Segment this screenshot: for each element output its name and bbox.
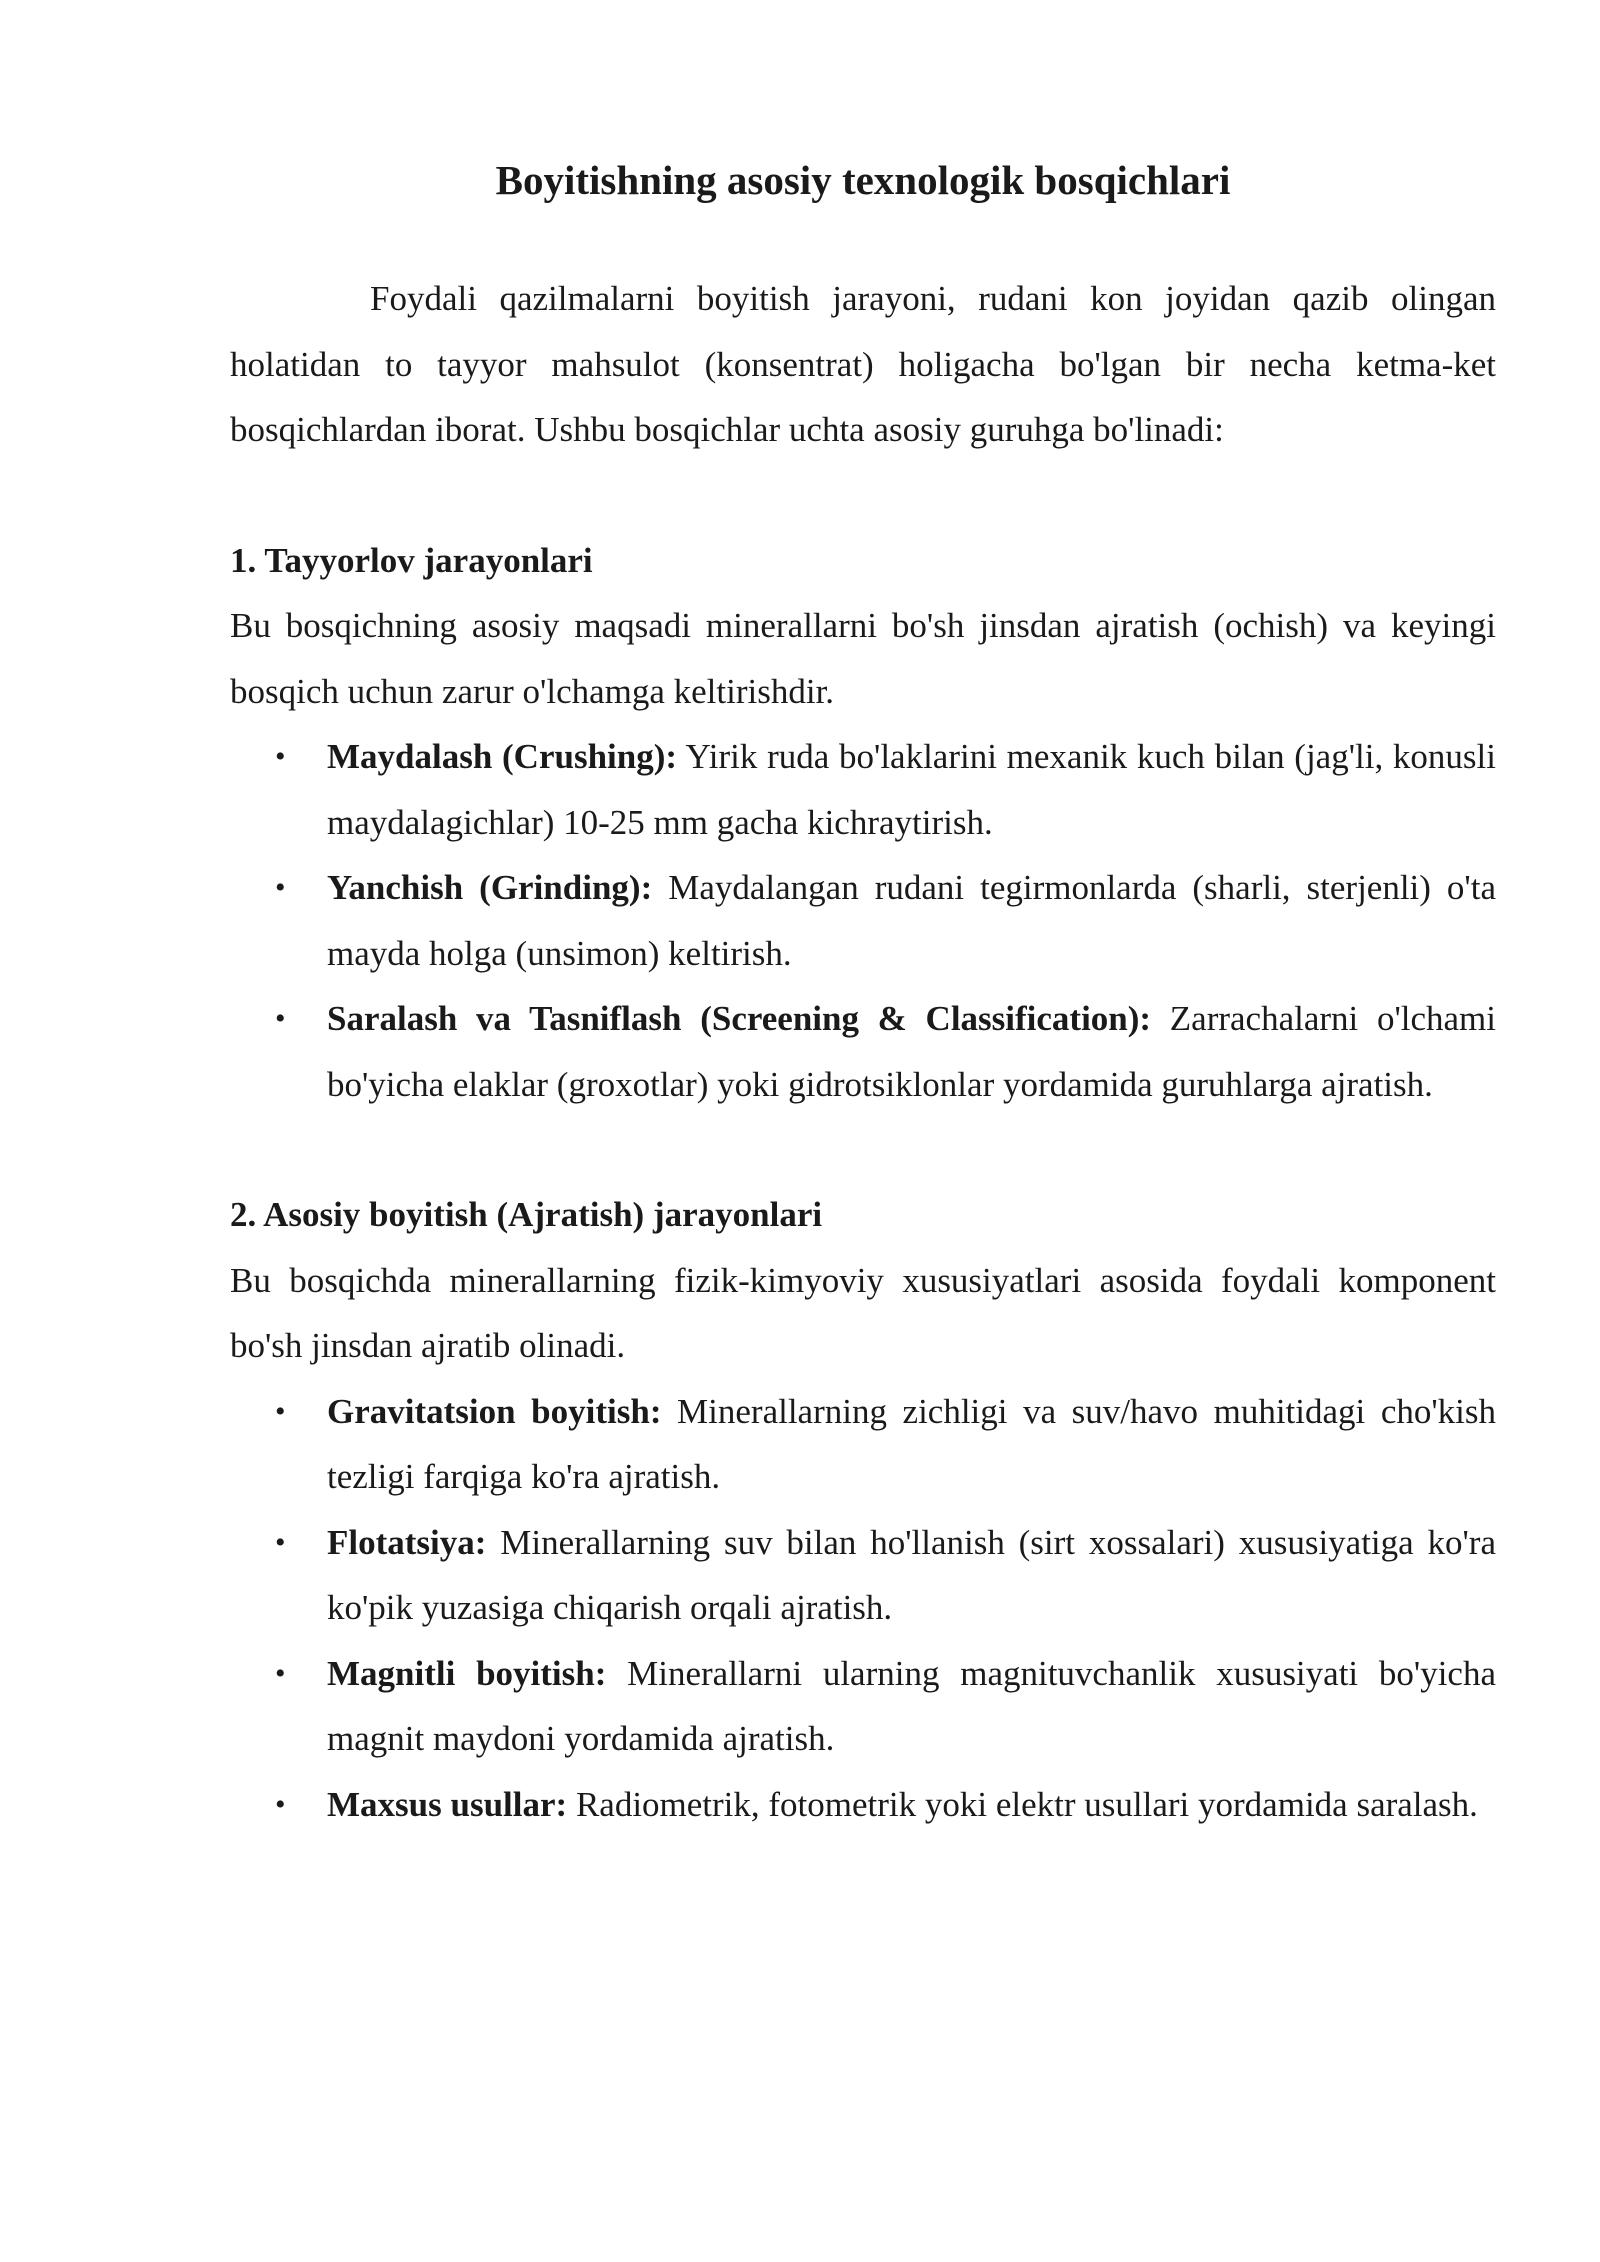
section-main-separation	[230, 1182, 1496, 1837]
bullet-icon: •	[275, 1394, 286, 1428]
bullet-icon: •	[275, 871, 286, 904]
item-term: Flotatsiya:	[327, 1522, 487, 1562]
item-text: Yirik ruda bo'laklarini mexanik kuch bilan (jag'li, konusli maydalagichlar) 10-25 mm gacha kichraytirish.	[327, 737, 1497, 842]
item-term: Maxsus usullar:	[327, 1784, 568, 1824]
bullet-icon: •	[275, 1002, 286, 1035]
bullet-icon: •	[275, 740, 286, 773]
bullet-icon: •	[275, 1656, 286, 1690]
bullet-icon: •	[275, 1787, 286, 1821]
item-text: Maydalangan rudani tegirmonlarda (sharli, sterjenli) o'ta mayda holga (unsimon) keltirish.	[327, 868, 1496, 973]
item-term: Magnitli boyitish:	[327, 1653, 607, 1693]
bullet-list	[230, 724, 1496, 1117]
list-item	[230, 724, 1496, 855]
item-text: Minerallarni ularning magnituvchanlik xususiyati bo'yicha magnit maydoni yordamida ajratish.	[327, 1653, 1496, 1758]
list-item	[230, 986, 1496, 1117]
bullet-list	[230, 1379, 1496, 1838]
item-text: Radiometrik, fotometrik yoki elektr usullari yordamida saralash.	[567, 1784, 1478, 1824]
item-term: Saralash va Tasniflash (Screening & Classification):	[327, 999, 1152, 1038]
section-heading: 2. Asosiy boyitish (Ajratish) jarayonlari	[230, 1195, 823, 1234]
intro-paragraph: Foydali qazilmalarni boyitish jarayoni, rudani kon joyidan qazib olingan holatidan to tayyor mahsulot (konsentrat) holigacha bo'lgan bir necha ketma-ket bosqichlardan iborat. Ushbu bosqichlar uchta asosiy guruhga bo'linadi:	[230, 279, 1496, 449]
item-term: Maydalash (Crushing):	[327, 737, 678, 776]
section-heading: 1. Tayyorlov jarayonlari	[230, 540, 593, 580]
item-term: Yanchish (Grinding):	[327, 868, 653, 907]
section-description: Bu bosqichda minerallarning fizik-kimyoviy xususiyatlari asosida foydali komponent bo'sh jinsdan ajratib olinadi.	[230, 1260, 1496, 1365]
document-page	[230, 150, 1496, 1837]
section-description: Bu bosqichning asosiy maqsadi minerallarni bo'sh jinsdan ajratish (ochish) va keyingi bosqich uchun zarur o'lchamga keltirishdir.	[230, 606, 1496, 711]
list-item	[230, 1379, 1496, 1510]
item-text: Minerallarning zichligi va suv/havo muhitidagi cho'kish tezligi farqiga ko'ra ajratish.	[327, 1391, 1496, 1496]
list-item	[230, 1772, 1496, 1838]
item-text: Minerallarning suv bilan ho'llanish (sirt xossalari) xususiyatiga ko'ra ko'pik yuzasiga chiqarish orqali ajratish.	[327, 1522, 1496, 1627]
list-item	[230, 1510, 1496, 1641]
item-text: Zarrachalarni o'lchami bo'yicha elaklar (groxotlar) yoki gidrotsiklonlar yordamida guruhlarga ajratish.	[327, 999, 1496, 1104]
item-term: Gravitatsion boyitish:	[327, 1391, 662, 1431]
list-item	[230, 1641, 1496, 1772]
bullet-icon: •	[275, 1525, 286, 1559]
document-title: Boyitishning asosiy texnologik bosqichlari	[495, 157, 1231, 203]
list-item	[230, 855, 1496, 986]
section-preparation	[230, 528, 1496, 1118]
